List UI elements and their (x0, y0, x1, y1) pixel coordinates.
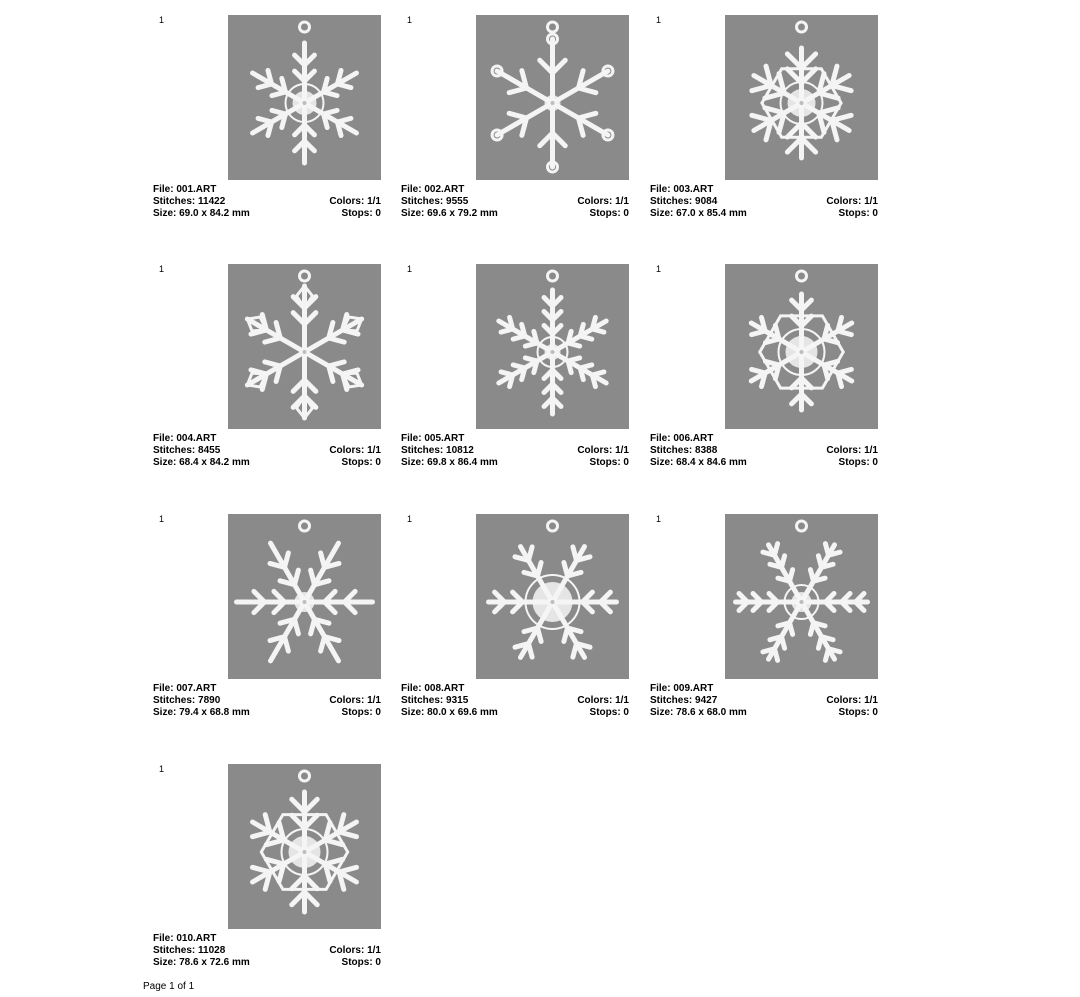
design-colors: Colors: 1/1 (329, 945, 381, 956)
design-index: 1 (407, 15, 413, 25)
snowflake-icon (725, 15, 878, 180)
design-info (401, 433, 629, 469)
design-colors: Colors: 1/1 (329, 695, 381, 706)
design-colors: Colors: 1/1 (577, 695, 629, 706)
design-index: 1 (159, 264, 165, 274)
snowflake-thumbnail[interactable] (725, 15, 878, 180)
design-colors: Colors: 1/1 (577, 445, 629, 456)
design-size: Size: 69.0 x 84.2 mm (153, 208, 250, 219)
design-stops: Stops: 0 (341, 707, 381, 718)
design-stops: Stops: 0 (838, 707, 878, 718)
snowflake-icon (476, 15, 629, 180)
design-info (153, 184, 381, 220)
design-card-006[interactable] (650, 264, 878, 474)
design-colors: Colors: 1/1 (826, 695, 878, 706)
design-stitches: Stitches: 11422 (153, 196, 226, 207)
design-card-007[interactable] (153, 514, 381, 724)
design-index: 1 (407, 514, 413, 524)
design-index: 1 (407, 264, 413, 274)
snowflake-thumbnail[interactable] (228, 264, 381, 429)
snowflake-thumbnail[interactable] (228, 15, 381, 180)
design-index: 1 (656, 514, 662, 524)
snowflake-thumbnail[interactable] (476, 514, 629, 679)
design-card-005[interactable] (401, 264, 629, 474)
design-colors: Colors: 1/1 (329, 196, 381, 207)
design-stitches: Stitches: 9427 (650, 695, 718, 706)
design-size: Size: 69.8 x 86.4 mm (401, 457, 498, 468)
design-stitches: Stitches: 10812 (401, 445, 474, 456)
design-file: File: 003.ART (650, 184, 714, 195)
design-index: 1 (656, 15, 662, 25)
design-file: File: 004.ART (153, 433, 217, 444)
design-stops: Stops: 0 (838, 208, 878, 219)
design-index: 1 (656, 264, 662, 274)
design-info (153, 683, 381, 719)
design-size: Size: 78.6 x 68.0 mm (650, 707, 747, 718)
design-size: Size: 80.0 x 69.6 mm (401, 707, 498, 718)
snowflake-icon (725, 514, 878, 679)
design-card-008[interactable] (401, 514, 629, 724)
design-info (650, 433, 878, 469)
design-card-004[interactable] (153, 264, 381, 474)
design-stitches: Stitches: 9315 (401, 695, 469, 706)
design-file: File: 010.ART (153, 933, 217, 944)
design-file: File: 005.ART (401, 433, 465, 444)
design-stops: Stops: 0 (589, 707, 629, 718)
design-colors: Colors: 1/1 (577, 196, 629, 207)
design-stops: Stops: 0 (838, 457, 878, 468)
design-info (650, 683, 878, 719)
snowflake-thumbnail[interactable] (228, 514, 381, 679)
design-size: Size: 68.4 x 84.6 mm (650, 457, 747, 468)
design-info (401, 683, 629, 719)
design-info (153, 433, 381, 469)
snowflake-icon (228, 764, 381, 929)
design-stops: Stops: 0 (589, 457, 629, 468)
design-file: File: 008.ART (401, 683, 465, 694)
design-file: File: 007.ART (153, 683, 217, 694)
design-stitches: Stitches: 8388 (650, 445, 718, 456)
snowflake-icon (228, 15, 381, 180)
snowflake-thumbnail[interactable] (725, 514, 878, 679)
design-size: Size: 68.4 x 84.2 mm (153, 457, 250, 468)
snowflake-icon (228, 264, 381, 429)
design-index: 1 (159, 764, 165, 774)
design-index: 1 (159, 15, 165, 25)
design-stitches: Stitches: 11028 (153, 945, 226, 956)
design-stitches: Stitches: 7890 (153, 695, 221, 706)
design-file: File: 002.ART (401, 184, 465, 195)
design-file: File: 006.ART (650, 433, 714, 444)
design-stitches: Stitches: 8455 (153, 445, 221, 456)
design-size: Size: 67.0 x 85.4 mm (650, 208, 747, 219)
snowflake-icon (725, 264, 878, 429)
design-card-003[interactable] (650, 15, 878, 225)
snowflake-thumbnail[interactable] (228, 764, 381, 929)
design-index: 1 (159, 514, 165, 524)
design-stitches: Stitches: 9555 (401, 196, 469, 207)
design-info (650, 184, 878, 220)
design-card-009[interactable] (650, 514, 878, 724)
snowflake-icon (476, 264, 629, 429)
design-stops: Stops: 0 (589, 208, 629, 219)
design-size: Size: 69.6 x 79.2 mm (401, 208, 498, 219)
snowflake-thumbnail[interactable] (476, 264, 629, 429)
design-info (401, 184, 629, 220)
snowflake-icon (228, 514, 381, 679)
design-size: Size: 78.6 x 72.6 mm (153, 957, 250, 968)
design-colors: Colors: 1/1 (826, 445, 878, 456)
design-info (153, 933, 381, 969)
design-stops: Stops: 0 (341, 957, 381, 968)
design-card-002[interactable] (401, 15, 629, 225)
snowflake-thumbnail[interactable] (725, 264, 878, 429)
design-card-010[interactable] (153, 764, 381, 974)
page-number: Page 1 of 1 (143, 981, 195, 992)
design-colors: Colors: 1/1 (826, 196, 878, 207)
design-card-001[interactable] (153, 15, 381, 225)
design-size: Size: 79.4 x 68.8 mm (153, 707, 250, 718)
snowflake-icon (476, 514, 629, 679)
design-stitches: Stitches: 9084 (650, 196, 718, 207)
snowflake-thumbnail[interactable] (476, 15, 629, 180)
design-file: File: 009.ART (650, 683, 714, 694)
design-stops: Stops: 0 (341, 457, 381, 468)
design-stops: Stops: 0 (341, 208, 381, 219)
design-file: File: 001.ART (153, 184, 217, 195)
design-colors: Colors: 1/1 (329, 445, 381, 456)
